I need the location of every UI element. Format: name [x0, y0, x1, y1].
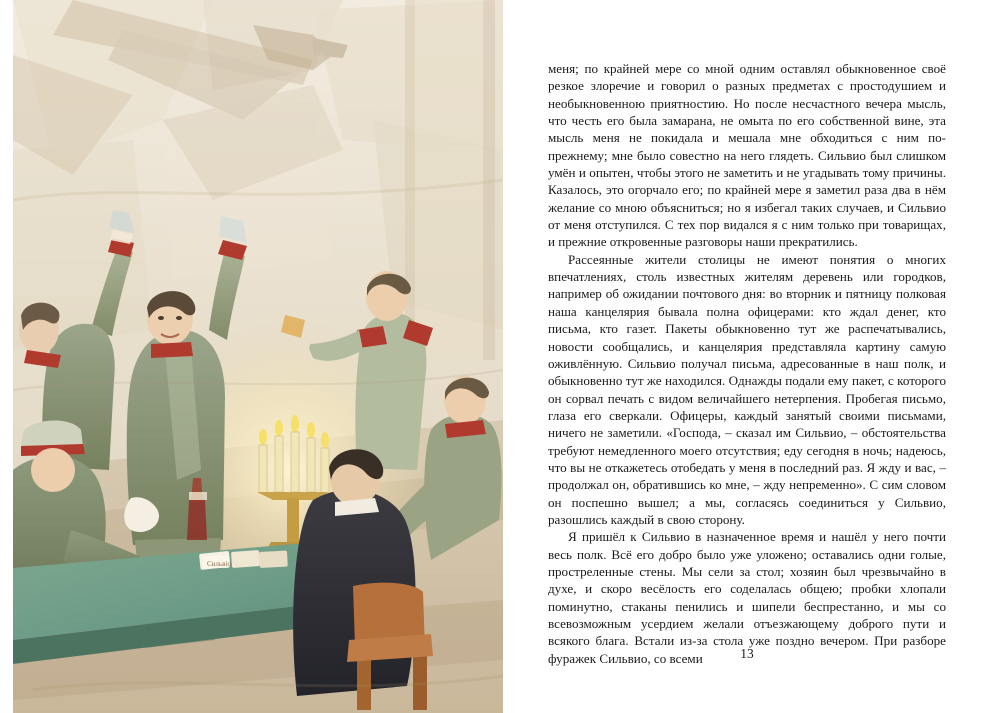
text-page: [548, 0, 948, 713]
body-text: [548, 60, 946, 667]
playing-cards: [199, 550, 288, 570]
svg-text:Сильвio: Сильвio: [207, 560, 231, 568]
watercolor-illustration-officers-drinking: [13, 0, 503, 713]
paragraph-1: меня; по крайней мере со мной одним оставлял обыкновенное своё резкое злоречие и говорил о разных предметах с простодушием и необыкновенною приятностию. Но после несчастного вечера мысль, что честь его была замарана, не омыта по его собственной вине, эта мысль меня не покидала и мешала мне обходиться с ним по-прежнему; мне было совестно на него глядеть. Сильвио был слишком умён и опытен, чтобы этого не заметить и не угадывать тому причины. Казалось, это огорчало его; по крайней мере я заметил раза два в нём желание со мною объясниться; но я избегал таких случаев, и Сильвио от меня отступился. С тех пор видался я с ним только при товарищах, и прежние откровенные разговоры наши прекратились.: [548, 61, 946, 250]
illustration-page: [13, 0, 503, 713]
page-number: 13: [740, 646, 754, 661]
paragraph-2: Рассеянные жители столицы не имеют понятия о многих впечатлениях, столь известных жителям деревень или городков, например об ожидании почтового дня: во вторник и пятницу полковая наша канцелярия бывала полна офицерами: кто ждал денег, кто письма, кто газет. Пакеты обыкновенно тут же распечатывались, новости сообщались, и канцелярия представляла картину самую оживлённую. Сильвио получал письма, адресованные в наш полк, и обыкновенно тут же находился. Однажды подали ему пакет, с которого он сорвал печать с видом величайшего нетерпения. Пробегая письмо, глаза его сверкали. Офицеры, каждый занятый своими письмами, ничего не заметили. «Господа, – сказал им Сильвио, – обстоятельства требуют немедленного моего отсутствия; еду сегодня в ночь; надеюсь, что вы не откажетесь отобедать у меня в последний раз. Я жду и вас, – продолжал он, обратившись ко мне, – жду непременно». С сим словом он поспешно вышел; а мы, согласясь соединиться у Сильвио, разошлись каждый в свою сторону.: [548, 251, 946, 527]
paragraph-3: Я пришёл к Сильвио в назначенное время и нашёл у него почти весь полк. Всё его добро было уже уложено; оставались одни голые, простреленные стены. Мы сели за стол; хозяин был чрезвычайно в духе, и скоро весёлость его соделалась общею; пробки хлопали поминутно, стаканы пенились и шипели беспрестанно, и мы со всевозможным усердием желали отъезжающему доброго пути и всякого блага. Встали из-за стола уже поздно вечером. При разборе фуражек Сильвио, со всеми: [548, 529, 946, 666]
